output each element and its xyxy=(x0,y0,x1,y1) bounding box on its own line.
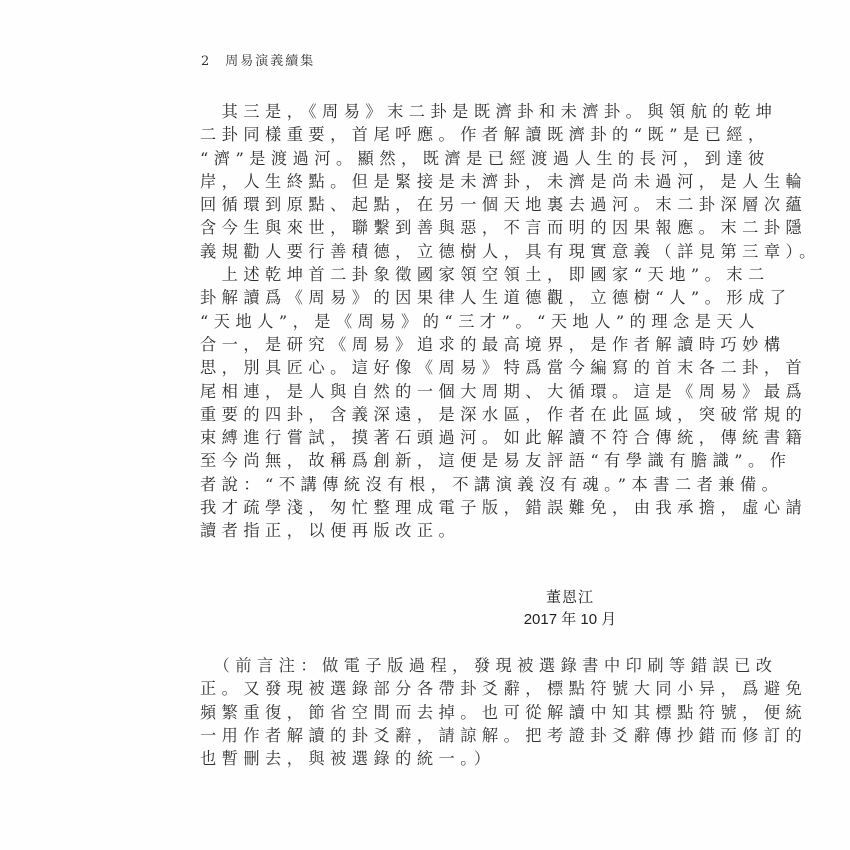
body-line: 合一，是研究《周易》追求的最高境界，是作者解讀時巧妙構 xyxy=(200,334,786,354)
body-line: 卦解讀爲《周易》的因果律人生道德觀，立德樹“人”。形成了 xyxy=(200,288,792,308)
running-head xyxy=(201,50,315,69)
body-line: 含今生與來世，聯繫到善與惡，不言而明的因果報應。末二卦隱 xyxy=(200,218,808,238)
body-line: 回循環到原點、起點，在另一個天地裏去過河。末二卦深層次蘊 xyxy=(200,195,808,215)
body-line: 尾相連，是人與自然的一個大周期、大循環。這是《周易》最爲 xyxy=(200,381,808,401)
body-line: 二卦同樣重要，首尾呼應。作者解讀既濟卦的“既”是已經， xyxy=(200,125,770,145)
body-line: 重要的四卦，含義深遠，是深水區，作者在此區域，突破常規的 xyxy=(200,404,808,424)
note-line: 一用作者解讀的卦爻辭，請諒解。把考證卦爻辭傳抄錯而修訂的 xyxy=(200,725,808,745)
body-line: 至今尚無，故稱爲創新，這便是易友評語“有學識有膽識”。作 xyxy=(200,451,792,471)
book-title: 周易演義續集 xyxy=(225,54,316,69)
preface-body xyxy=(200,100,821,543)
body-line: “濟”是渡過河。顯然，既濟是已經渡過人生的長河，到達彼 xyxy=(200,148,770,168)
note-line: 也暫刪去，與被選錄的統一。） xyxy=(200,749,496,769)
body-line: 其三是，《周易》末二卦是既濟卦和未濟卦。與領航的乾坤 xyxy=(200,102,778,121)
note-line: 正。又發現被選錄部分各帶卦爻辭，標點符號大同小异，爲避免 xyxy=(200,679,808,699)
body-line: 者說：“不講傳統沒有根，不講演義沒有魂。”本書二者兼備。 xyxy=(200,474,784,494)
page-number: 2 xyxy=(201,54,212,69)
body-line: 岸，人生終點。但是緊接是未濟卦，未濟是尚未過河，是人生輪 xyxy=(200,171,808,191)
body-line: 我才疏學淺，匆忙整理成電子版，錯誤難免，由我承擔，虛心請 xyxy=(200,498,808,518)
body-line: 上述乾坤首二卦象徵國家領空領土，即國家“天地”。末二 xyxy=(200,265,770,285)
body-line: “天地人”，是《周易》的“三才”。“天地人”的理念是天人 xyxy=(200,311,760,331)
note-line: （前言注：做電子版過程，發現被選錄書中印刷等錯誤已改 xyxy=(200,656,778,675)
preface-note xyxy=(200,654,808,770)
note-line: 頻繁重復，節省空間而去掉。也可從解讀中知其標點符號，便統 xyxy=(200,702,808,722)
body-line: 讀者指正，以便再版改正。 xyxy=(200,521,461,541)
author-signature: 董恩江 xyxy=(545,589,594,606)
body-line: 思，別具匠心。這好像《周易》特爲當今編寫的首末各二卦，首 xyxy=(200,358,808,378)
signature-date: 2017 年 10 月 xyxy=(523,611,617,628)
body-line: 束縛進行嘗試，摸著石頭過河。如此解讀不符合傳統，傳統書籍 xyxy=(200,428,808,448)
body-line: 義規勸人要行善積德，立德樹人，具有現實意義（詳見第三章）。 xyxy=(200,241,821,261)
